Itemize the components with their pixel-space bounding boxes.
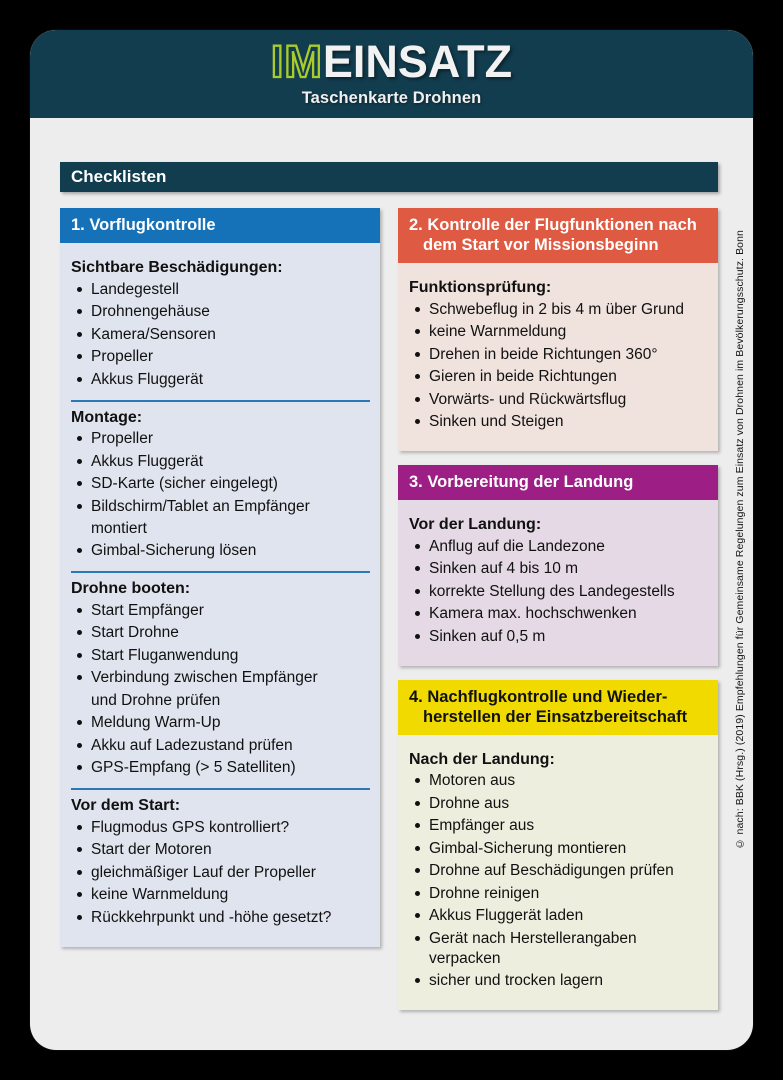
group-title: Vor der Landung: bbox=[409, 516, 542, 534]
section-2-body bbox=[398, 263, 718, 451]
list-item[interactable]: Landegestell bbox=[71, 280, 370, 300]
list-item[interactable]: Propeller bbox=[71, 429, 370, 449]
list-item[interactable]: Kamera/Sensoren bbox=[71, 325, 370, 345]
checklist-items bbox=[409, 771, 708, 991]
group-title: Vor dem Start: bbox=[71, 797, 181, 815]
checklist-items bbox=[71, 601, 370, 778]
list-item[interactable]: Drehen in beide Richtungen 360° bbox=[409, 345, 708, 365]
list-item[interactable]: keine Warnmeldung bbox=[71, 885, 370, 905]
list-item[interactable]: Sinken auf 0,5 m bbox=[409, 627, 708, 647]
list-item[interactable]: Schwebeflug in 2 bis 4 m über Grund bbox=[409, 300, 708, 320]
section-kontrolle-flugfunktionen bbox=[398, 208, 718, 451]
group-title: Drohne booten: bbox=[71, 580, 191, 598]
list-item[interactable]: Gimbal-Sicherung montieren bbox=[409, 839, 708, 859]
list-item[interactable]: Start Fluganwendung bbox=[71, 646, 370, 666]
group-vor-dem-start bbox=[71, 788, 370, 935]
section-2-header bbox=[398, 208, 718, 263]
columns-wrapper bbox=[60, 208, 718, 1010]
list-item[interactable]: Start Drohne bbox=[71, 623, 370, 643]
list-item[interactable]: Drohne auf Beschädigungen prüfen bbox=[409, 861, 708, 881]
checklist-items bbox=[71, 280, 370, 390]
logo-im-text: IM bbox=[270, 36, 323, 87]
section-4-header bbox=[398, 680, 718, 735]
list-item[interactable]: Empfänger aus bbox=[409, 816, 708, 836]
list-item[interactable]: SD-Karte (sicher eingelegt) bbox=[71, 474, 370, 494]
list-item[interactable]: Drohne aus bbox=[409, 794, 708, 814]
list-item[interactable]: korrekte Stellung des Landegestells bbox=[409, 582, 708, 602]
section-vorflugkontrolle bbox=[60, 208, 380, 947]
section-3-body bbox=[398, 500, 718, 665]
list-item[interactable]: Akkus Fluggerät laden bbox=[409, 906, 708, 926]
group-title: Funktionsprüfung: bbox=[409, 279, 552, 297]
section-4-title-line1: 4. Nachflugkontrolle und Wieder- bbox=[409, 687, 668, 706]
card-header bbox=[30, 30, 753, 118]
section-1-body bbox=[60, 243, 380, 947]
group-vor-der-landung bbox=[409, 509, 708, 654]
list-item[interactable]: Vorwärts- und Rückwärtsflug bbox=[409, 390, 708, 410]
right-column bbox=[398, 208, 718, 1010]
list-item-continuation: und Drohne prüfen bbox=[91, 691, 221, 709]
list-item[interactable]: Gieren in beide Richtungen bbox=[409, 367, 708, 387]
checklisten-bar bbox=[60, 162, 718, 192]
card-subtitle: Taschenkarte Drohnen bbox=[301, 89, 482, 107]
list-item[interactable]: Motoren aus bbox=[409, 771, 708, 791]
group-title: Montage: bbox=[71, 408, 143, 426]
list-item[interactable]: Akkus Fluggerät bbox=[71, 452, 370, 472]
list-item[interactable]: Start Empfänger bbox=[71, 601, 370, 621]
list-item[interactable]: Start der Motoren bbox=[71, 840, 370, 860]
list-item[interactable]: Flugmodus GPS kontrolliert? bbox=[71, 818, 370, 838]
list-item[interactable]: Drohnengehäuse bbox=[71, 302, 370, 322]
list-item[interactable]: Kamera max. hochschwenken bbox=[409, 604, 708, 624]
group-drohne-booten bbox=[71, 571, 370, 786]
group-montage bbox=[71, 400, 370, 570]
section-3-header: 3. Vorbereitung der Landung bbox=[398, 465, 718, 500]
group-funktionspruefung bbox=[409, 272, 708, 440]
section-2-title-line2: dem Start vor Missionsbeginn bbox=[423, 236, 659, 255]
list-item[interactable]: Gimbal-Sicherung lösen bbox=[71, 541, 370, 561]
list-item-continuation: montiert bbox=[91, 519, 147, 537]
group-title: Sichtbare Beschädigungen: bbox=[71, 259, 283, 277]
list-item[interactable]: gleichmäßiger Lauf der Propeller bbox=[71, 863, 370, 883]
section-vorbereitung-landung bbox=[398, 465, 718, 666]
left-column bbox=[60, 208, 380, 1010]
pocket-card bbox=[30, 30, 753, 1050]
section-1-header: 1. Vorflugkontrolle bbox=[60, 208, 380, 243]
list-item[interactable]: Rückkehrpunkt und -höhe gesetzt? bbox=[71, 908, 370, 928]
list-item[interactable]: Verbindung zwischen Empfänger bbox=[71, 668, 370, 688]
checklist-items bbox=[71, 429, 370, 561]
list-item[interactable]: Drohne reinigen bbox=[409, 884, 708, 904]
group-sichtbare-beschaedigungen bbox=[71, 252, 370, 397]
section-2-title-line1: 2. Kontrolle der Flugfunktionen nach bbox=[409, 216, 697, 234]
brand-logo bbox=[30, 36, 753, 87]
list-item[interactable]: Sinken und Steigen bbox=[409, 412, 708, 432]
section-4-title-line2: herstellen der Einsatzbereitschaft bbox=[423, 707, 688, 726]
logo-einsatz-text: EINSATZ bbox=[322, 36, 513, 87]
checklist-items bbox=[409, 537, 708, 647]
list-item[interactable]: Gerät nach Herstellerangaben verpacken bbox=[409, 929, 708, 969]
source-credit-text: © nach: BBK (Hrsg.) (2019) Empfehlungen für Gemeinsame Regelungen zum Einsatz von Drohnen im Bevölkerungsschutz. Bonn bbox=[734, 230, 746, 850]
source-credit bbox=[729, 30, 751, 1050]
list-item[interactable]: Meldung Warm-Up bbox=[71, 713, 370, 733]
list-item[interactable]: sicher und trocken lagern bbox=[409, 971, 708, 991]
list-item[interactable]: Akkus Fluggerät bbox=[71, 370, 370, 390]
list-item[interactable]: keine Warnmeldung bbox=[409, 322, 708, 342]
section-nachflugkontrolle bbox=[398, 680, 718, 1011]
list-item[interactable]: Akku auf Ladezustand prüfen bbox=[71, 736, 370, 756]
list-item[interactable]: GPS-Empfang (> 5 Satelliten) bbox=[71, 758, 370, 778]
checklist-items bbox=[71, 818, 370, 928]
list-item[interactable]: Propeller bbox=[71, 347, 370, 367]
list-item[interactable]: Anflug auf die Landezone bbox=[409, 537, 708, 557]
checklist-items bbox=[409, 300, 708, 432]
checklisten-label: Checklisten bbox=[71, 167, 167, 186]
group-nach-der-landung bbox=[409, 744, 708, 999]
list-item[interactable]: Bildschirm/Tablet an Empfänger bbox=[71, 497, 370, 517]
section-4-body bbox=[398, 735, 718, 1010]
group-title: Nach der Landung: bbox=[409, 750, 555, 768]
list-item[interactable]: Sinken auf 4 bis 10 m bbox=[409, 559, 708, 579]
